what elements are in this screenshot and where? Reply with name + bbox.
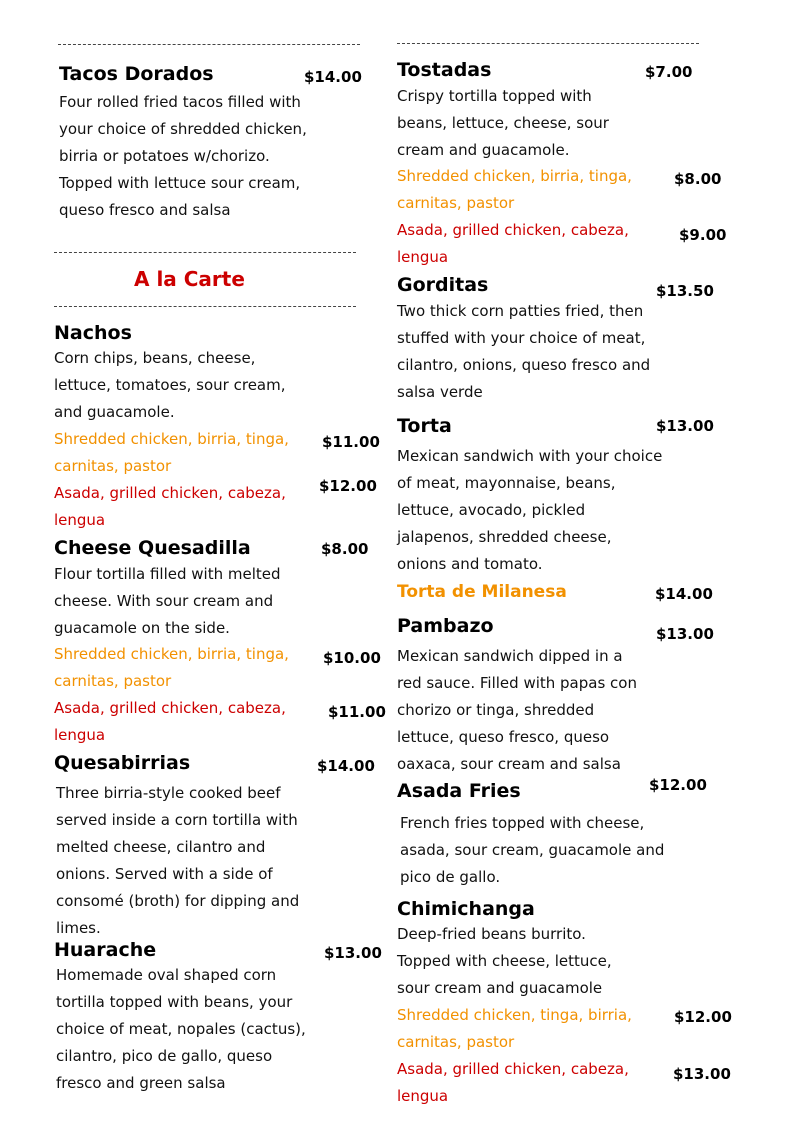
tostadas-option-1: Shredded chicken, birria, tinga, carnitas, pastor (397, 167, 632, 212)
divider-section-bottom (54, 306, 356, 307)
asada-fries-price: $12.00 (649, 776, 707, 794)
gorditas-name: Gorditas (397, 274, 489, 296)
cheese-quesadilla-desc: Flour tortilla filled with melted cheese. With sour cream and guacamole on the side. (54, 565, 281, 637)
torta-milanesa-price: $14.00 (655, 585, 713, 603)
gorditas-desc: Two thick corn patties fried, then stuffed with your choice of meat, cilantro, onions, queso fresco and salsa verde (397, 302, 651, 401)
tostadas-desc: Crispy tortilla topped with beans, lettuce, cheese, sour cream and guacamole. (397, 87, 609, 159)
nachos-option-1-price: $11.00 (322, 433, 380, 451)
cheese-quesadilla-name: Cheese Quesadilla (54, 537, 251, 559)
gorditas-price: $13.50 (656, 282, 714, 300)
torta-price: $13.00 (656, 417, 714, 435)
asada-fries-name: Asada Fries (397, 780, 521, 802)
tacos-dorados-name: Tacos Dorados (59, 63, 214, 85)
chimichanga-name: Chimichanga (397, 898, 535, 920)
nachos-desc: Corn chips, beans, cheese, lettuce, tomatoes, sour cream, and guacamole. (54, 349, 286, 421)
tostadas-option-2-price: $9.00 (679, 226, 727, 244)
cheese-quesadilla-option-1-price: $10.00 (323, 649, 381, 667)
huarache-price: $13.00 (324, 944, 382, 962)
chimichanga-option-2: Asada, grilled chicken, cabeza, lengua (397, 1060, 629, 1105)
nachos-option-1: Shredded chicken, birria, tinga, carnitas, pastor (54, 430, 289, 475)
tostadas-option-1-price: $8.00 (674, 170, 722, 188)
nachos-name: Nachos (54, 322, 132, 344)
tacos-dorados-price: $14.00 (304, 68, 362, 86)
pambazo-price: $13.00 (656, 625, 714, 643)
tacos-dorados-desc: Four rolled fried tacos filled with your choice of shredded chicken, birria or potatoes w/chorizo. Topped with lettuce sour cream, queso fresco and salsa (59, 93, 307, 219)
torta-milanesa-name: Torta de Milanesa (397, 582, 567, 602)
quesabirrias-desc: Three birria-style cooked beef served inside a corn tortilla with melted cheese, cilantro and onions. Served with a side of consomé (broth) for dipping and limes. (56, 784, 300, 937)
huarache-desc: Homemade oval shaped corn tortilla topped with beans, your choice of meat, nopales (cactus), cilantro, pico de gallo, queso fresco and green salsa (56, 966, 306, 1092)
cheese-quesadilla-price: $8.00 (321, 540, 369, 558)
divider-top-left (58, 44, 360, 45)
cheese-quesadilla-option-2-price: $11.00 (328, 703, 386, 721)
quesabirrias-price: $14.00 (317, 757, 375, 775)
torta-name: Torta (397, 415, 452, 437)
pambazo-desc: Mexican sandwich dipped in a red sauce. Filled with papas con chorizo or tinga, shredded lettuce, queso fresco, queso oaxaca, sour cream and salsa (397, 647, 637, 773)
chimichanga-option-2-price: $13.00 (673, 1065, 731, 1083)
chimichanga-option-1-price: $12.00 (674, 1008, 732, 1026)
nachos-option-2: Asada, grilled chicken, cabeza, lengua (54, 484, 286, 529)
tostadas-option-2: Asada, grilled chicken, cabeza, lengua (397, 221, 629, 266)
pambazo-name: Pambazo (397, 615, 494, 637)
chimichanga-desc: Deep-fried beans burrito. Topped with cheese, lettuce, sour cream and guacamole (397, 925, 612, 997)
cheese-quesadilla-option-1: Shredded chicken, birria, tinga, carnitas, pastor (54, 645, 289, 690)
cheese-quesadilla-option-2: Asada, grilled chicken, cabeza, lengua (54, 699, 286, 744)
quesabirrias-name: Quesabirrias (54, 752, 191, 774)
chimichanga-option-1: Shredded chicken, tinga, birria, carnitas, pastor (397, 1006, 632, 1051)
tostadas-price: $7.00 (645, 63, 693, 81)
nachos-option-2-price: $12.00 (319, 477, 377, 495)
huarache-name: Huarache (54, 939, 157, 961)
tostadas-name: Tostadas (397, 59, 492, 81)
torta-desc: Mexican sandwich with your choice of meat, mayonnaise, beans, lettuce, avocado, pickled jalapenos, shredded cheese, onions and tomato. (397, 447, 663, 573)
divider-section-top (54, 252, 356, 253)
divider-top-right (397, 43, 699, 44)
asada-fries-desc: French fries topped with cheese, asada, sour cream, guacamole and pico de gallo. (400, 814, 665, 886)
section-title: A la Carte (134, 267, 245, 291)
